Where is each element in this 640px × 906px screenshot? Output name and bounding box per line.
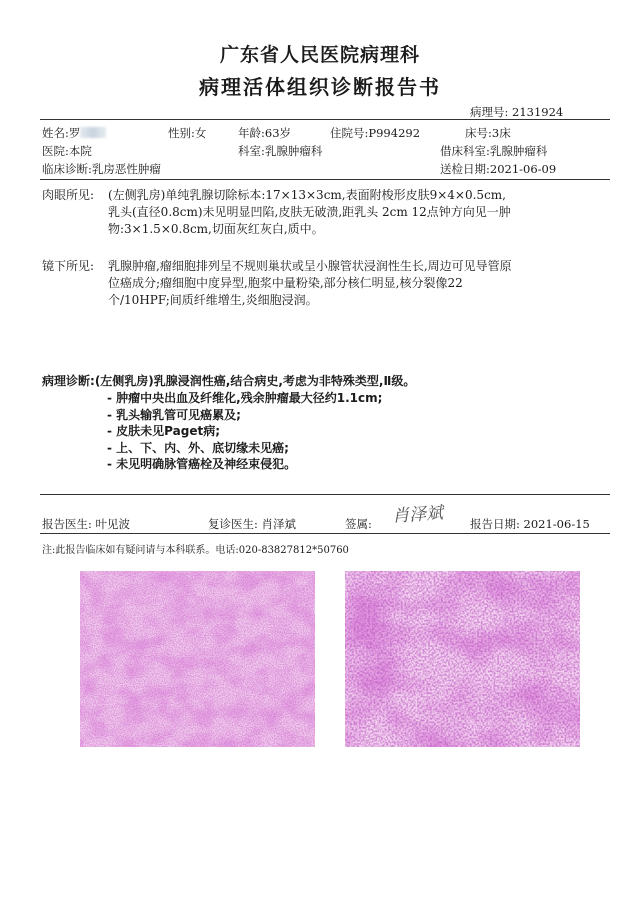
micro-line: 乳腺肿瘤,瘤细胞排列呈不规则巢状或呈小腺管状浸润性生长,周边可见导管原 xyxy=(108,259,512,273)
review-doctor xyxy=(208,516,296,532)
sign-label: 签属: xyxy=(345,517,372,531)
name-redaction xyxy=(80,127,106,138)
submit-date-value: 2021-06-09 xyxy=(489,162,557,176)
diagnosis-item: - 未见明确脉管癌栓及神经束侵犯。 xyxy=(107,457,297,471)
patient-hospital xyxy=(42,143,92,159)
age-value: 63岁 xyxy=(264,126,292,140)
gross-label: 肉眼所见: xyxy=(42,188,95,202)
divider-diagnosis xyxy=(40,494,610,495)
histology-image-left xyxy=(80,571,315,747)
pathology-number-value: 2131924 xyxy=(512,105,564,119)
clinical-dx-value: 乳房恶性肿瘤 xyxy=(91,162,161,176)
dept-label: 科室: xyxy=(238,144,265,158)
dept-value: 乳腺肿瘤科 xyxy=(264,144,323,158)
footer-note: 注:此报告临床如有疑问请与本科联系。电话:020-83827812*50760 xyxy=(42,545,349,556)
inpatient-value: P994292 xyxy=(368,126,421,140)
gross-line: 物:3×1.5×0.8cm,切面灰红灰白,质中。 xyxy=(108,222,324,236)
micro-label: 镜下所见: xyxy=(42,259,95,273)
patient-borrow-dept xyxy=(440,143,547,159)
submit-date xyxy=(440,161,556,177)
review-doctor-label: 复诊医生: xyxy=(208,517,258,531)
handwritten-signature: 肖泽斌 xyxy=(391,503,444,527)
patient-name xyxy=(42,125,106,141)
report-title: 病理活体组织诊断报告书 xyxy=(199,75,441,99)
pathology-number-label: 病理号: xyxy=(470,105,509,119)
bed-label: 床号: xyxy=(465,126,492,140)
pathology-number xyxy=(470,104,563,120)
name-label: 姓名: xyxy=(42,126,69,140)
borrow-dept-value: 乳腺肿瘤科 xyxy=(489,144,548,158)
patient-age xyxy=(238,125,291,141)
divider-footer xyxy=(40,533,610,534)
diagnosis-item: - 上、下、内、外、底切缘未见癌; xyxy=(107,440,289,455)
diagnosis-label: 病理诊断: xyxy=(42,374,95,388)
report-doctor-value: 叶见波 xyxy=(95,517,131,531)
histology-low-power-svg xyxy=(80,571,315,747)
diagnosis-item: - 乳头输乳管可见癌累及; xyxy=(107,407,241,422)
histology-image-right xyxy=(345,571,580,747)
gross-line: (左侧乳房)单纯乳腺切除标本:17×13×3cm,表面附梭形皮肤9×4×0.5cm, xyxy=(108,188,506,202)
sex-label: 性别: xyxy=(168,126,195,140)
clinical-diagnosis xyxy=(42,161,161,177)
gross-line: 乳头(直径0.8cm)未见明显凹陷,皮肤无破溃,距乳头 2cm 12点钟方向见一肿 xyxy=(108,205,511,219)
clinical-dx-label: 临床诊断: xyxy=(42,162,92,176)
report-date-value: 2021-06-15 xyxy=(523,517,590,531)
patient-dept xyxy=(238,143,322,159)
report-doctor-label: 报告医生: xyxy=(42,517,92,531)
review-doctor-value: 肖泽斌 xyxy=(261,517,297,531)
hospital-value: 本院 xyxy=(68,144,92,158)
diagnosis-item: - 皮肤未见Paget病; xyxy=(107,424,220,438)
borrow-dept-label: 借床科室: xyxy=(440,144,490,158)
bed-value: 3床 xyxy=(491,126,511,140)
age-label: 年龄: xyxy=(238,126,265,140)
diagnosis-items xyxy=(107,390,382,473)
diagnosis-main xyxy=(42,373,415,390)
patient-sex xyxy=(168,125,206,141)
micro-line: 个/10HPF;间质纤维增生,炎细胞浸润。 xyxy=(108,293,318,307)
divider-top xyxy=(40,119,610,120)
histology-high-power-svg xyxy=(345,571,580,747)
submit-date-label: 送检日期: xyxy=(440,162,490,176)
name-value: 罗 xyxy=(68,126,81,140)
report-doctor xyxy=(42,516,130,532)
hospital-label: 医院: xyxy=(42,144,69,158)
hospital-title: 广东省人民医院病理科 xyxy=(219,44,420,66)
micro-line: 位癌成分;瘤细胞中度异型,胞浆中量粉染,部分核仁明显,核分裂像22 xyxy=(108,276,463,290)
patient-bed xyxy=(465,125,511,141)
patient-inpatient-no xyxy=(330,125,420,141)
report-date-label: 报告日期: xyxy=(470,517,520,531)
inpatient-label: 住院号: xyxy=(330,126,369,140)
diagnosis-main-text: (左侧乳房)乳腺浸润性癌,结合病史,考虑为非特殊类型,Ⅱ级。 xyxy=(94,374,416,388)
sex-value: 女 xyxy=(194,126,207,140)
report-date xyxy=(470,516,590,532)
gross-text xyxy=(108,187,608,238)
diagnosis-item: - 肿瘤中央出血及纤维化,残余肿瘤最大径约1.1cm; xyxy=(107,391,383,405)
micro-text xyxy=(108,258,608,309)
divider-info xyxy=(40,179,610,180)
